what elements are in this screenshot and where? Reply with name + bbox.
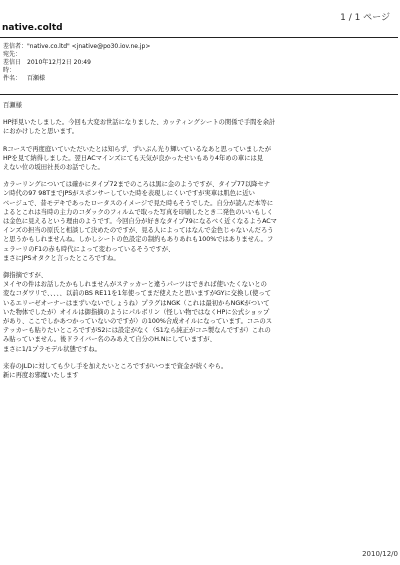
page-indicator: 1 / 1 ページ bbox=[340, 13, 390, 23]
email-body bbox=[3, 101, 393, 388]
body-line: ン時代の97 98TまでJPSがスポンサーしていた時を表現しにくいですが実車は肌色に近い bbox=[3, 190, 255, 198]
body-line: えない位の坂田社長のお話でした。 bbox=[3, 164, 104, 172]
footer-date: 2010/12/0 bbox=[362, 550, 398, 558]
from-label: 差信者： bbox=[3, 43, 28, 50]
subject-label: 件名： bbox=[3, 75, 22, 82]
body-line: におかけしたと思います。 bbox=[3, 128, 79, 136]
body-line: まさにJPSオタクと言ったところですね。 bbox=[3, 254, 120, 262]
sender-name: native.coltd bbox=[2, 23, 63, 33]
date-label: 差信日時： bbox=[3, 59, 22, 74]
body-line: 新に再度お邪魔いたします bbox=[3, 372, 79, 380]
body-line: み貼っていません。後ドライバー名のみあえて自分のH.Nにしていますが、 bbox=[3, 336, 216, 344]
body-line: ベージュで、昔モデキであったロータスのイメージで見た時もそうでした。自分が読んだ本等に bbox=[3, 199, 274, 207]
body-line: 来春のJLDに対しても少し手を加えたいところですがいつまで資金が続くやら。 bbox=[3, 362, 228, 370]
to-label: 宛先： bbox=[3, 51, 22, 58]
header-row-date bbox=[3, 59, 395, 75]
body-line: ェラーリのF1の赤も時代によって変わっているそうですが、 bbox=[3, 245, 175, 253]
body-paragraph bbox=[3, 362, 393, 380]
date-value: 2010年12月2日 20:49 bbox=[27, 59, 91, 66]
body-line: HP拝見いたしました。今回も大変お世話になりました、カッティングシートの関係で手間を余計 bbox=[3, 119, 276, 127]
body-line: カラーリングについては確かにタイプ72までのころは黒に金のようですが、タイプ77以降セナ bbox=[3, 181, 271, 189]
subject-value: 百瀬様 bbox=[27, 75, 46, 82]
body-line: 御指摘ですが、 bbox=[3, 272, 48, 280]
from-value: "native.co.ltd" <jnative@po30.iov.ne.jp> bbox=[27, 43, 151, 50]
body-line: インズの担当の原氏と相談して決めたのですが、見る人によってはなんで金色じゃないんだろう bbox=[3, 227, 274, 235]
header-row-from bbox=[3, 43, 395, 51]
header-bottom-rule bbox=[0, 94, 398, 95]
body-line: まさに1/1プラモデル状態ですね。 bbox=[3, 345, 101, 353]
body-paragraph bbox=[3, 271, 393, 354]
body-line: HPを見て納得しました。翌日ACマインズにても天気が良かったせいもあり4年めの車には見 bbox=[3, 154, 264, 162]
header-row-to bbox=[3, 51, 395, 59]
body-line: 変なコダワリで、、、、、以前のBS RE11を1年使ってまだ使えたと思いますがGYに交換し(使って bbox=[3, 290, 272, 298]
salutation: 百瀬様 bbox=[3, 102, 22, 109]
body-line: ヌイヤの件はお話したかもしれませんがステッカーと違うパーツはできれば使いたくないとの bbox=[3, 281, 267, 289]
body-paragraphs bbox=[3, 118, 393, 380]
body-line: いるエリーゼオーナーはまずいないでしょうね）プラグはNGK（これは最初からNGKがついて bbox=[3, 299, 270, 307]
body-line: があり、ここでしかあつかっていないのですが）の100%合成オイルになっています。コニのス bbox=[3, 318, 273, 326]
header-row-subject bbox=[3, 75, 395, 83]
header-top-rule bbox=[0, 37, 398, 38]
body-line: と思うかもしれませんね。しかしシートの色設定の制約もありあれも100%ではありません。フ bbox=[3, 236, 274, 244]
body-paragraph bbox=[3, 145, 393, 173]
to-value bbox=[27, 51, 395, 59]
body-line: よるとこれは当時の主力のコダックのフィルムで取った写真を印刷したとき二発色のいいもしく bbox=[3, 208, 274, 216]
body-line: テッカーも貼りたいところですがS2には設定がなく（S1なら純正がコニ製なんですが）これの bbox=[3, 327, 271, 335]
body-line: いた物体でしたが）オイルは御指摘のようにパルボリン（怪しい物ではなくHPに公式ショップ bbox=[3, 308, 270, 316]
body-paragraph bbox=[3, 118, 393, 136]
email-header bbox=[3, 43, 395, 83]
body-line: Rコースで再度庭いていただいたとは知らず、ずいぶん光り輝いているなあと思っていましたが bbox=[3, 145, 272, 153]
body-paragraph bbox=[3, 180, 393, 263]
body-line: は金色に見えるという理由のようです。今回自分が好きなタイプ79になるべく近くなるようACマ bbox=[3, 218, 277, 226]
